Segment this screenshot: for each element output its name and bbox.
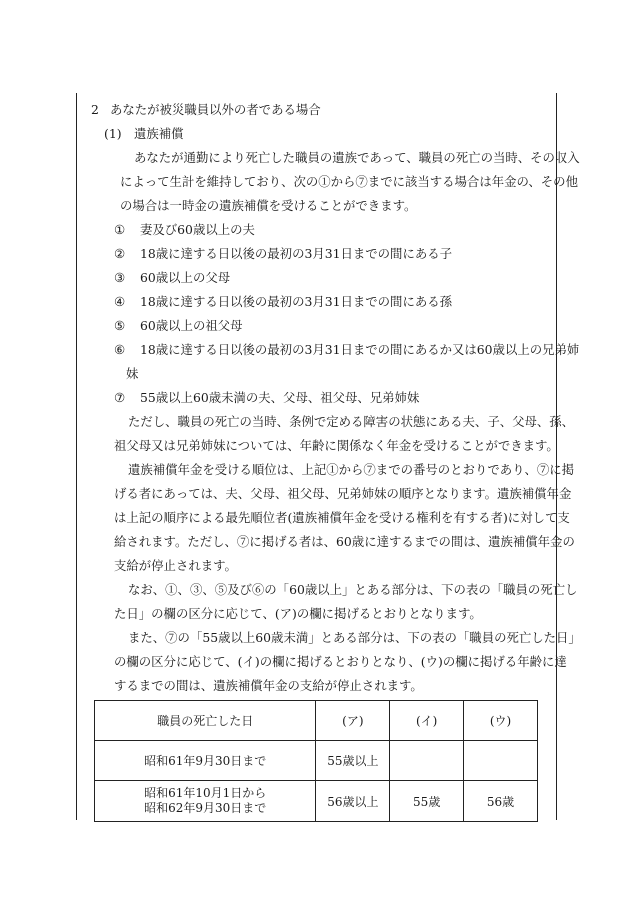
table-header-date: 職員の死亡した日: [95, 701, 316, 741]
item-number: ⑤: [114, 318, 126, 333]
item-text: 18歳に達する日以後の最初の3月31日までの間にある孫: [140, 294, 453, 309]
subsection-number: (1): [104, 126, 122, 141]
paragraph-line: また、⑦の「55歳以上60歳未満」とある部分は、下の表の「職員の死亡した日」: [128, 630, 581, 645]
table-cell-i: 55歳: [390, 781, 464, 822]
table-header-a: (ア): [316, 701, 390, 741]
item-number: ④: [114, 294, 126, 309]
paragraph-line: 支給が停止されます。: [114, 558, 237, 573]
paragraph-line: するまでの間は、遺族補償年金の支給が停止されます。: [114, 678, 423, 693]
section-heading: あなたが被災職員以外の者である場合: [110, 102, 321, 117]
item-text: 18歳に達する日以後の最初の3月31日までの間にあるか又は60歳以上の兄弟姉: [140, 342, 580, 357]
table-cell-date: [95, 781, 316, 822]
table-cell-a: 56歳以上: [316, 781, 390, 822]
section-number: 2: [91, 102, 99, 117]
item-number: ②: [114, 246, 126, 261]
intro-line: あなたが通勤により死亡した職員の遺族であって、職員の死亡の当時、その収入: [134, 150, 580, 165]
item-text: 55歳以上60歳未満の夫、父母、祖父母、兄弟姉妹: [140, 390, 420, 405]
table-cell-date-from: 昭和61年10月1日から: [144, 786, 267, 800]
subsection-heading: 遺族補償: [134, 126, 184, 141]
item-text: 60歳以上の父母: [140, 270, 231, 285]
age-table: [94, 700, 538, 822]
table-row: [95, 741, 538, 781]
paragraph-line: の欄の区分に応じて、(イ)の欄に掲げるとおりとなり、(ウ)の欄に掲げる年齢に達: [114, 654, 567, 669]
paragraph-line: なお、①、③、⑤及び⑥の「60歳以上」とある部分は、下の表の「職員の死亡し: [128, 582, 578, 597]
table-header-u: (ウ): [464, 701, 538, 741]
intro-line: によって生計を維持しており、次の①から⑦までに該当する場合は年金の、その他: [120, 174, 578, 189]
table-header-i: (イ): [390, 701, 464, 741]
table-cell-date: 昭和61年9月30日まで: [95, 741, 316, 781]
table-cell-u: [464, 741, 538, 781]
paragraph-line: 給されます。ただし、⑦に掲げる者は、60歳に達するまでの間は、遺族補償年金の: [114, 534, 575, 549]
paragraph-line: ただし、職員の死亡の当時、条例で定める障害の状態にある夫、子、父母、孫、: [128, 414, 575, 429]
item-number: ⑥: [114, 342, 126, 357]
paragraph-line: は上記の順序による最先順位者(遺族補償年金を受ける権利を有する者)に対して支: [114, 510, 570, 525]
paragraph-line: 遺族補償年金を受ける順位は、上記①から⑦までの番号のとおりであり、⑦に掲: [128, 462, 575, 477]
paragraph-line: 祖父母又は兄弟姉妹については、年齢に関係なく年金を受けることができます。: [114, 438, 559, 453]
item-number: ⑦: [114, 390, 126, 405]
intro-line: の場合は一時金の遺族補償を受けることができます。: [120, 198, 417, 213]
table-cell-date-to: 昭和62年9月30日まで: [144, 801, 267, 815]
item-number: ①: [114, 222, 126, 237]
table-cell-a: 55歳以上: [316, 741, 390, 781]
table-cell-i: [390, 741, 464, 781]
item-text: 60歳以上の祖父母: [140, 318, 243, 333]
paragraph-line: げる者にあっては、夫、父母、祖父母、兄弟姉妹の順序となります。遺族補償年金: [114, 486, 572, 501]
table-row: [95, 781, 538, 822]
item-text-continuation: 妹: [126, 366, 139, 381]
table-header-row: [95, 701, 538, 741]
paragraph-line: た日」の欄の区分に応じて、(ア)の欄に掲げるとおりとなります。: [114, 606, 482, 621]
item-text: 18歳に達する日以後の最初の3月31日までの間にある子: [140, 246, 453, 261]
item-text: 妻及び60歳以上の夫: [140, 222, 255, 237]
item-number: ③: [114, 270, 126, 285]
table-cell-u: 56歳: [464, 781, 538, 822]
